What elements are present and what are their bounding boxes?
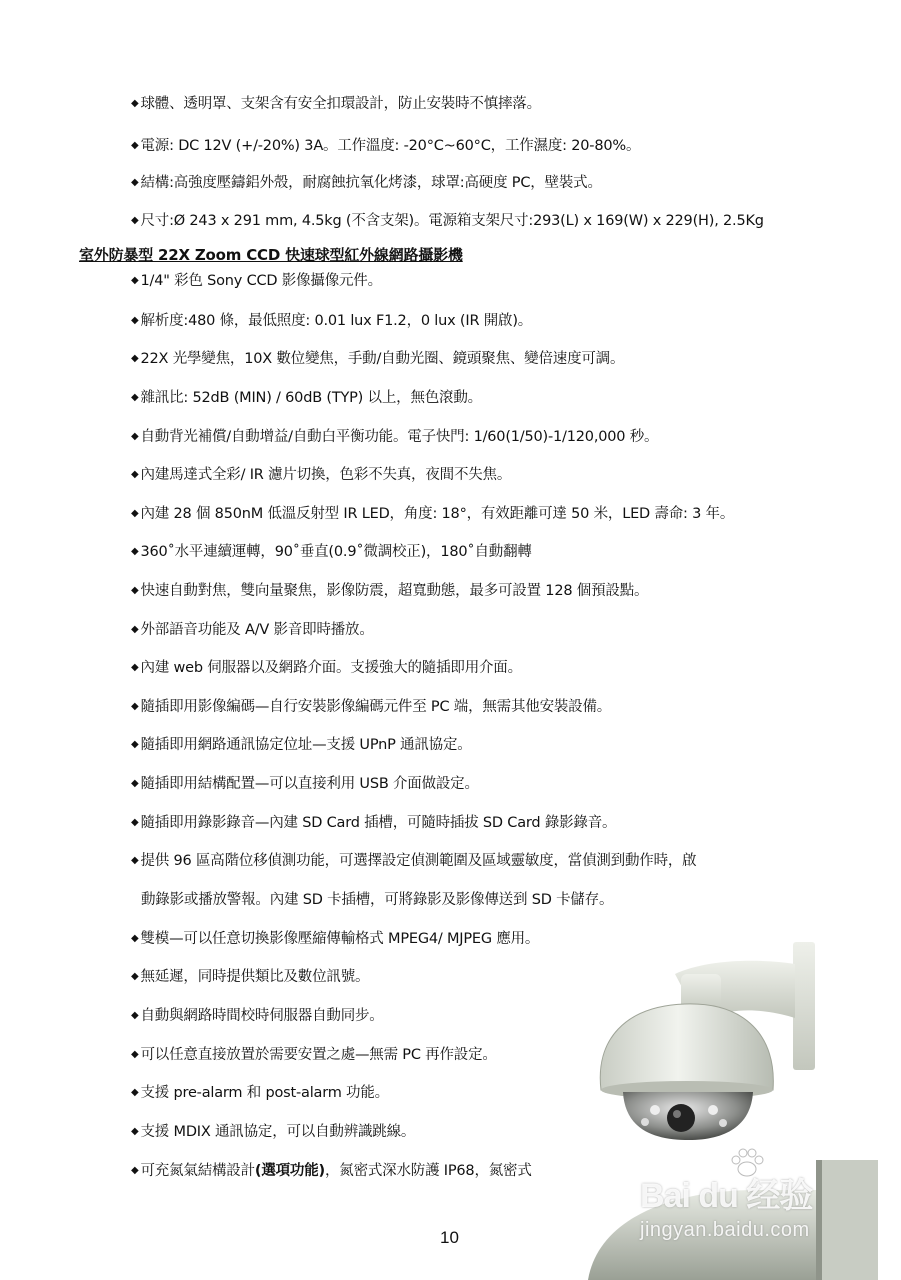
bullet-icon: ◆ xyxy=(131,508,139,519)
bullet-icon: ◆ xyxy=(131,817,139,828)
bullet-icon: ◆ xyxy=(131,546,139,557)
bullet-icon: ◆ xyxy=(131,1049,139,1060)
baidu-watermark xyxy=(640,1168,812,1242)
bullet-line: ◆ 內建 28 個 850nM 低溫反射型 IR LED，角度: 18°，有效距離可達 50 米，LED 壽命: 3 年。 xyxy=(131,506,735,522)
section-heading: 室外防暴型 22X Zoom CCD 快速球型紅外線網路攝影機 xyxy=(79,246,463,264)
bullet-line: ◆ 可充氮氣結構設計(選項功能)，氮密式深水防護 IP68，氮密式 xyxy=(131,1163,532,1179)
bullet-icon: ◆ xyxy=(131,1087,139,1098)
bullet-line: ◆ 支援 pre-alarm 和 post-alarm 功能。 xyxy=(131,1085,389,1101)
bullet-line: ◆ 外部語音功能及 A/V 影音即時播放。 xyxy=(131,622,374,638)
bullet-line: ◆ 內建馬達式全彩/ IR 濾片切換，色彩不失真，夜間不失焦。 xyxy=(131,467,512,483)
bullet-icon: ◆ xyxy=(131,469,139,480)
bullet-line: ◆ 球體、透明罩、支架含有安全扣環設計，防止安裝時不慎摔落。 xyxy=(131,96,541,112)
bullet-line: ◆ 雜訊比: 52dB (MIN) / 60dB (TYP) 以上，無色滾動。 xyxy=(131,390,482,406)
bullet-line: ◆ 360˚水平連續運轉，90˚垂直(0.9˚微調校正)，180˚自動翻轉 xyxy=(131,544,532,560)
watermark-title: Bai du 经验 xyxy=(640,1177,813,1215)
bullet-icon: ◆ xyxy=(131,933,139,944)
bullet-icon: ◆ xyxy=(131,215,139,226)
bullet-line: ◆ 隨插即用網路通訊協定位址—支援 UPnP 通訊協定。 xyxy=(131,737,472,753)
dome-camera-image xyxy=(585,940,825,1140)
bullet-line: ◆ 自動與網路時間校時伺服器自動同步。 xyxy=(131,1008,384,1024)
bullet-icon: ◆ xyxy=(131,431,139,442)
continuation-line: 動錄影或播放警報。內建 SD 卡插槽，可將錄影及影像傳送到 SD 卡儲存。 xyxy=(141,892,614,908)
bullet-icon: ◆ xyxy=(131,1126,139,1137)
page-number: 10 xyxy=(440,1228,459,1247)
bullet-line: ◆ 自動背光補償/自動增益/自動白平衡功能。電子快門: 1/60(1/50)-1/120,000 秒。 xyxy=(131,429,659,445)
bullet-line: ◆ 可以任意直接放置於需要安置之處—無需 PC 再作設定。 xyxy=(131,1047,497,1063)
bullet-icon: ◆ xyxy=(131,624,139,635)
bullet-icon: ◆ xyxy=(131,1165,139,1176)
bullet-icon: ◆ xyxy=(131,1010,139,1021)
bullet-line: ◆ 隨插即用影像編碼—自行安裝影像編碼元件至 PC 端，無需其他安裝設備。 xyxy=(131,699,612,715)
bullet-icon: ◆ xyxy=(131,585,139,596)
bullet-icon: ◆ xyxy=(131,392,139,403)
bullet-icon: ◆ xyxy=(131,778,139,789)
bullet-icon: ◆ xyxy=(131,353,139,364)
bullet-icon: ◆ xyxy=(131,315,139,326)
bullet-icon: ◆ xyxy=(131,140,139,151)
bullet-line: ◆ 22X 光學變焦，10X 數位變焦，手動/自動光圈、鏡頭聚焦、變倍速度可調。 xyxy=(131,351,625,367)
bullet-line: ◆ 隨插即用錄影錄音—內建 SD Card 插槽，可隨時插拔 SD Card 錄影錄音。 xyxy=(131,815,617,831)
bullet-icon: ◆ xyxy=(131,662,139,673)
bullet-icon: ◆ xyxy=(131,701,139,712)
bullet-line: ◆ 1/4" 彩色 Sony CCD 影像攝像元件。 xyxy=(131,273,382,289)
bullet-icon: ◆ xyxy=(131,98,139,109)
bullet-line: ◆ 結構:高強度壓鑄鋁外殼，耐腐蝕抗氧化烤漆，球罩:高硬度 PC，壁裝式。 xyxy=(131,175,602,191)
bullet-line: ◆ 內建 web 伺服器以及網路介面。支援強大的隨插即用介面。 xyxy=(131,660,522,676)
bullet-icon: ◆ xyxy=(131,177,139,188)
bullet-icon: ◆ xyxy=(131,275,139,286)
bullet-line: ◆ 提供 96 區高階位移偵測功能，可選擇設定偵測範圍及區域靈敏度，當偵測到動作時，啟 xyxy=(131,853,697,869)
bullet-line: ◆ 隨插即用結構配置—可以直接利用 USB 介面做設定。 xyxy=(131,776,479,792)
bullet-line: ◆ 尺寸:Ø 243 x 291 mm, 4.5kg (不含支架)。電源箱支架尺寸:293(L) x 169(W) x 229(H), 2.5Kg xyxy=(131,213,764,229)
bullet-line: ◆ 電源: DC 12V (+/-20%) 3A。工作溫度: -20°C~60°C，工作濕度: 20-80%。 xyxy=(131,138,641,154)
bullet-line: ◆ 雙模—可以任意切換影像壓縮傳輸格式 MPEG4/ MJPEG 應用。 xyxy=(131,931,540,947)
watermark-url: jingyan.baidu.com xyxy=(640,1219,810,1241)
bullet-line: ◆ 支援 MDIX 通訊協定，可以自動辨識跳線。 xyxy=(131,1124,416,1140)
bullet-icon: ◆ xyxy=(131,855,139,866)
bullet-icon: ◆ xyxy=(131,739,139,750)
bullet-icon: ◆ xyxy=(131,971,139,982)
bullet-line: ◆ 解析度:480 條，最低照度: 0.01 lux F1.2，0 lux (IR 開啟)。 xyxy=(131,313,533,329)
bullet-line: ◆ 快速自動對焦，雙向量聚焦，影像防震，超寬動態，最多可設置 128 個預設點。 xyxy=(131,583,649,599)
bullet-line: ◆ 無延遲，同時提供類比及數位訊號。 xyxy=(131,969,370,985)
